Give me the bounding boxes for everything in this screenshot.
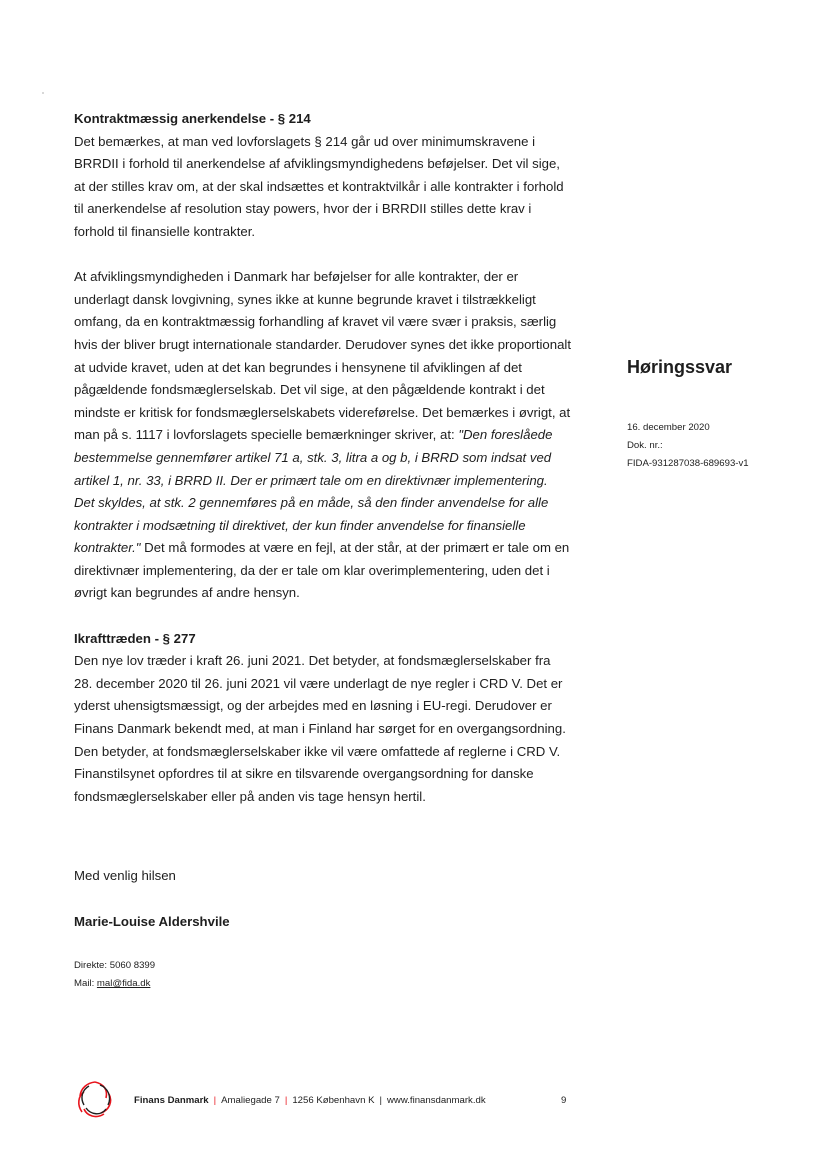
footer-separator: | [213,1095,217,1106]
footer-text [134,1095,486,1106]
footer-org: Finans Danmark [134,1095,209,1106]
document-type-title: Høringssvar [627,357,733,377]
paragraph-contract-recognition-1: Det bemærkes, at man ved lovforslagets § 214 går ud over minimumskravene i BRRDII i forhold til anerkendelse af afviklingsmyndighedens beføjelser. Det vil sige, at der stilles krav om, at der skal indsættes et kontraktvilkår i alle kontrakter i forhold til anerkendelse af resolution stay powers, hvor der i BRRDII stilles dette krav i forhold til finansielle kontrakter. [74,133,564,239]
direct-phone-label: Direkte: [74,960,110,971]
mail [74,975,155,993]
section-heading-entry-into-force: Ikrafttræden - § 277 [74,630,196,646]
direct-phone-value: 5060 8399 [109,960,156,971]
scan-dot [42,92,44,94]
letter-body [74,108,571,808]
closing-greeting: Med venlig hilsen [74,868,176,883]
signer-name: Marie-Louise Aldershvile [74,914,230,929]
footer-separator: | [379,1095,382,1106]
footer-city: 1256 København K [292,1095,375,1106]
document-sidebar [627,355,749,473]
paragraph-entry-into-force: Den nye lov træder i kraft 26. juni 2021. Det betyder, at fondsmæglerselskaber fra 28. december 2020 til 26. juni 2021 vil være underlagt de nye regler i CRD V. Det er yderst uhensigtsmæssigt, og der arbejdes med en løsning i EU-regi. Derudover er Finans Danmark bekendt med, at man i Finland har sørget for en overgangsordning. Den betyder, at fondsmæglerselskaber ikke vil være omfattede af reglerne i CRD V. Finanstilsynet opfordres til at sikre en tilsvarende overgangsordning for danske fondsmæglerselskaber eller på anden vis tage hensyn hertil. [74,653,566,804]
document-number-label: Dok. nr.: [627,440,663,451]
page-number: 9 [561,1095,567,1106]
contact-info [74,957,155,993]
paragraph-text: Det må formodes at være en fejl, at der står, at der primært er tale om en direktivnær implementering, da der er tale om klar overimplementering, uden det i øvrigt kan begrundes af andre hensyn. [74,540,570,601]
document-meta [627,419,749,473]
paragraph-contract-recognition-2 [74,266,571,605]
mail-label: Mail: [74,978,97,989]
document-number: FIDA-931287038-689693-v1 [627,458,749,469]
section-heading-contract-recognition: Kontraktmæssig anerkendelse - § 214 [74,111,311,126]
footer-website[interactable]: www.finansdanmark.dk [386,1095,486,1106]
finans-danmark-logo-icon [74,1078,116,1120]
mail-link[interactable]: mal@fida.dk [96,978,151,989]
footer-address: Amaliegade 7 [221,1095,280,1106]
document-date: 16. december 2020 [627,422,710,433]
page-footer [74,1078,594,1122]
legal-quote: "Den foreslåede bestemmelse gennemfører artikel 71 a, stk. 3, litra a og b, i BRRD som indsat ved artikel 1, nr. 33, i BRRD II. Der er primært tale om en direktivnær implementering. Det skyldes, at stk. 2 gennemføres på en måde, så den finder anvendelse for alle kontrakter i modsætning til direktivet, der kun finder anvendelse for finansielle kontrakter." [74,427,553,556]
direct-phone [74,957,155,975]
footer-separator: | [284,1095,288,1106]
paragraph-text: At afviklingsmyndigheden i Danmark har beføjelser for alle kontrakter, der er underlagt dansk lovgivning, synes ikke at kunne begrunde kravet i tilstrækkeligt omfang, da en kontraktmæssig forhandling af kravet vil være svær i praksis, særlig hvis der bliver brugt internationale standarder. Derudover synes det ikke proportionalt at udvide kravet, uden at det kan begrundes i hensynene til afviklingen af det pågældende fondsmæglerselskab. Det vil sige, at den pågældende kontrakt i det mindste er kritisk for fondsmæglerselskabets videreførelse. Det bemærkes i øvrigt, at man på s. 1117 i lovforslagets specielle bemærkninger skriver, at: [74,269,572,443]
